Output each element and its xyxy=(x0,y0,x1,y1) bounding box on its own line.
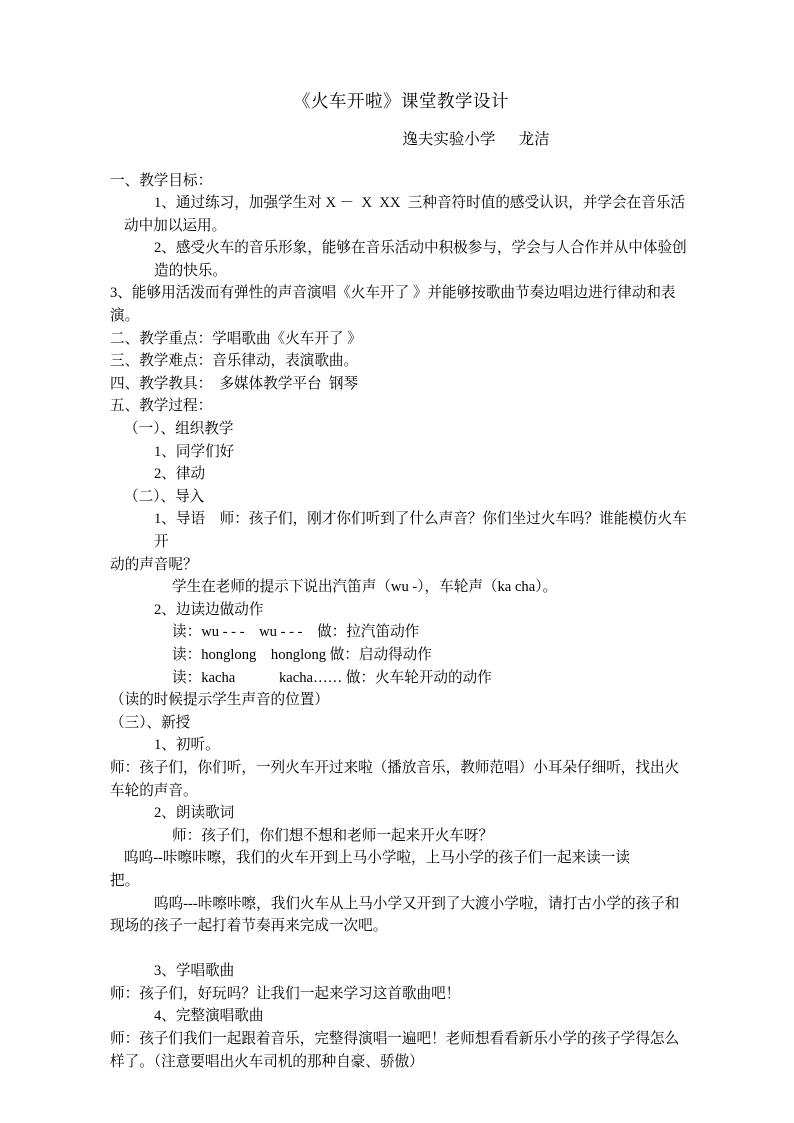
body-line: 3、学唱歌曲 xyxy=(154,963,235,980)
body-line: （读的时候提示学生声音的位置） xyxy=(110,692,329,709)
body-line: 2、边读边做动作 xyxy=(154,601,264,618)
body-line: （二）、导入 xyxy=(124,488,205,505)
body-line: 学生在老师的提示下说出汽笛声（wu -），车轮声（ka cha）。 xyxy=(172,579,558,596)
body-line: 车轮的声音。 xyxy=(110,782,198,799)
body-line: 动中加以运用。 xyxy=(124,217,227,234)
body-line: 读：kacha kacha…… 做：火车轮开动的动作 xyxy=(172,669,492,686)
body-line: 读：wu - - - wu - - - 做：拉汽笛动作 xyxy=(172,624,420,641)
body-line: 呜呜--咔嚓咔嚓，我们的火车开到上马小学啦，上马小学的孩子们一起来读一读 xyxy=(124,850,630,867)
body-line: 一、教学目标： xyxy=(110,172,213,189)
body-line: 师：孩子们我们一起跟着音乐，完整得演唱一遍吧！老师想看看新乐小学的孩子学得怎么 xyxy=(110,1031,680,1048)
body-line: 4、完整演唱歌曲 xyxy=(154,1008,264,1025)
body-line: 1、通过练习，加强学生对 X － X XX 三种音符时值的感受认识，并学会在音乐活 xyxy=(154,195,686,212)
body-line: （一）、组织教学 xyxy=(124,421,234,438)
body-line: 读：honglong honglong 做：启动得动作 xyxy=(172,646,432,663)
body-line: 样了。（注意要唱出火车司机的那种自豪、骄傲） xyxy=(110,1053,424,1070)
body-line: 2、感受火车的音乐形象，能够在音乐活动中积极参与，学会与人合作并从中体验创 xyxy=(154,240,687,257)
body-line: 1、同学们好 xyxy=(154,443,235,460)
body-line: 1、初听。 xyxy=(154,737,220,754)
body-line: 2、律动 xyxy=(154,466,206,483)
body-line: 四、教学教具： 多媒体教学平台 钢琴 xyxy=(110,375,359,392)
body-line: 2、朗读歌词 xyxy=(154,805,235,822)
body-spacer xyxy=(110,938,692,961)
body-line: 师：孩子们，好玩吗？让我们一起来学习这首歌曲吧！ xyxy=(110,985,461,1002)
body-line: 造的快乐。 xyxy=(154,262,227,279)
body-line: 演。 xyxy=(110,308,140,325)
body-line: （三）、新授 xyxy=(110,714,191,731)
byline-school-author: 逸夫实验小学 龙洁 xyxy=(402,131,550,149)
body-line: 把。 xyxy=(110,872,140,889)
body-line: 五、教学过程： xyxy=(110,398,213,415)
page-title: 《火车开啦》课堂教学设计 xyxy=(293,91,509,111)
body-line: 呜呜---咔嚓咔嚓，我们火车从上马小学又开到了大渡小学啦，请打古小学的孩子和 xyxy=(154,895,680,912)
body-line: 师：孩子们，你们想不想和老师一起来开火车呀？ xyxy=(172,827,494,844)
body-line: 3、能够用活泼而有弹性的声音演唱《火车开了 》并能够按歌曲节奏边唱边进行律动和表 xyxy=(110,285,676,302)
document-body xyxy=(110,170,692,1074)
body-line: 师：孩子们，你们听，一列火车开过来啦（播放音乐，教师范唱）小耳朵仔细听，找出火 xyxy=(110,759,680,776)
body-line: 动的声音呢？ xyxy=(110,556,198,573)
body-line: 二、教学重点：学唱歌曲《火车开了 》 xyxy=(110,330,362,347)
body-line: 1、导语 师：孩子们，刚才你们听到了什么声音？你们坐过火车吗？谁能模仿火车开 xyxy=(154,511,687,550)
body-line: 现场的孩子一起打着节奏再来完成一次吧。 xyxy=(110,918,388,935)
body-line: 三、教学难点：音乐律动，表演歌曲。 xyxy=(110,353,359,370)
